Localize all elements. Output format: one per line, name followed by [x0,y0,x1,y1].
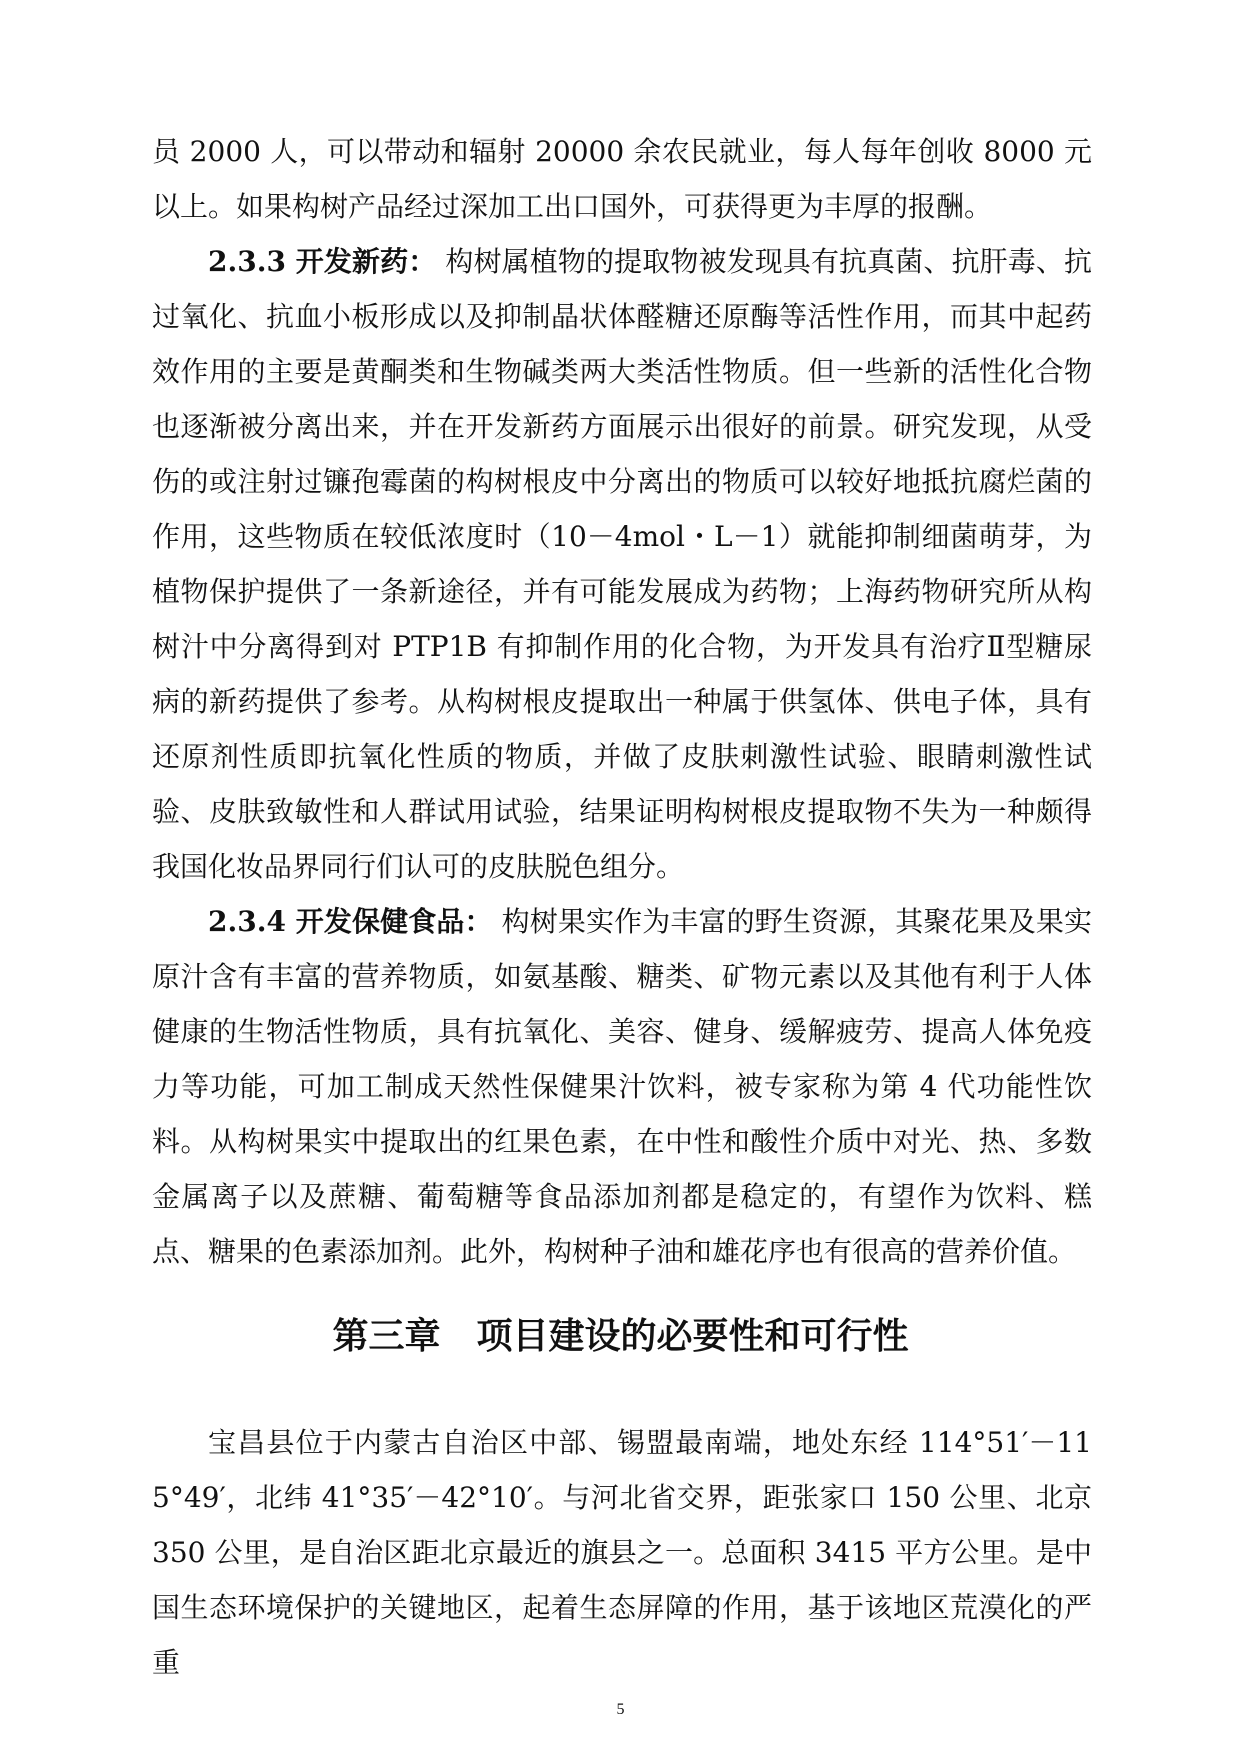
section-text-2-3-4: 构树果实作为丰富的野生资源，其聚花果及果实原汁含有丰富的营养物质，如氨基酸、糖类、矿物元素以及其他有利于人体健康的生物活性物质，具有抗氧化、美容、健身、缓解疲劳、提高人体免疫力等功能，可加工制成天然性保健果汁饮料，被专家称为第 4 代功能性饮料。从构树果实中提取出的红果色素，在中性和酸性介质中对光、热、多数金属离子以及蔗糖、葡萄糖等食品添加剂都是稳定的，有望作为饮料、糕点、糖果的色素添加剂。此外，构树种子油和雄花序也有很高的营养价值。 [152,905,1092,1268]
chapter-title: 第三章 项目建设的必要性和可行性 [332,1316,909,1357]
section-heading-2-3-4: 2.3.4 开发保健食品： [208,905,493,938]
body-text-upper [152,124,1092,1279]
page-number: 5 [616,1701,625,1718]
section-heading-2-3-3: 2.3.3 开发新药： [208,245,437,278]
paragraph-continuation: 员 2000 人，可以带动和辐射 20000 余农民就业，每人每年创收 8000 元以上。如果构树产品经过深加工出口国外，可获得更为丰厚的报酬。 [152,135,1092,223]
paragraph-new-drugs [152,234,1092,894]
body-text-lower [152,1415,1092,1690]
paragraph-health-food [152,894,1092,1279]
section-text-2-3-3: 构树属植物的提取物被发现具有抗真菌、抗肝毒、抗过氧化、抗血小板形成以及抑制晶状体醛糖还原酶等活性作用，而其中起药效作用的主要是黄酮类和生物碱类两大类活性物质。但一些新的活性化合物也逐渐被分离出来，并在开发新药方面展示出很好的前景。研究发现，从受伤的或注射过镰孢霉菌的构树根皮中分离出的物质可以较好地抵抗腐烂菌的作用，这些物质在较低浓度时（10－4mol・L－1）就能抑制细菌萌芽，为植物保护提供了一条新途径，并有可能发展成为药物；上海药物研究所从构树汁中分离得到对 PTP1B 有抑制作用的化合物，为开发具有治疗Ⅱ型糖尿病的新药提供了参考。从构树根皮提取出一种属于供氢体、供电子体，具有还原剂性质即抗氧化性质的物质，并做了皮肤刺激性试验、眼睛刺激性试验、皮肤致敏性和人群试用试验，结果证明构树根皮提取物不失为一种颇得我国化妆品界同行们认可的皮肤脱色组分。 [152,245,1092,883]
paragraph-baochang-county: 宝昌县位于内蒙古自治区中部、锡盟最南端，地处东经 114°51′－115°49′，北纬 41°35′－42°10′。与河北省交界，距张家口 150 公里、北京 350 公里，是自治区距北京最近的旗县之一。总面积 3415 平方公里。是中国生态环境保护的关键地区，起着生态屏障的作用，基于该地区荒漠化的严重 [152,1426,1092,1679]
